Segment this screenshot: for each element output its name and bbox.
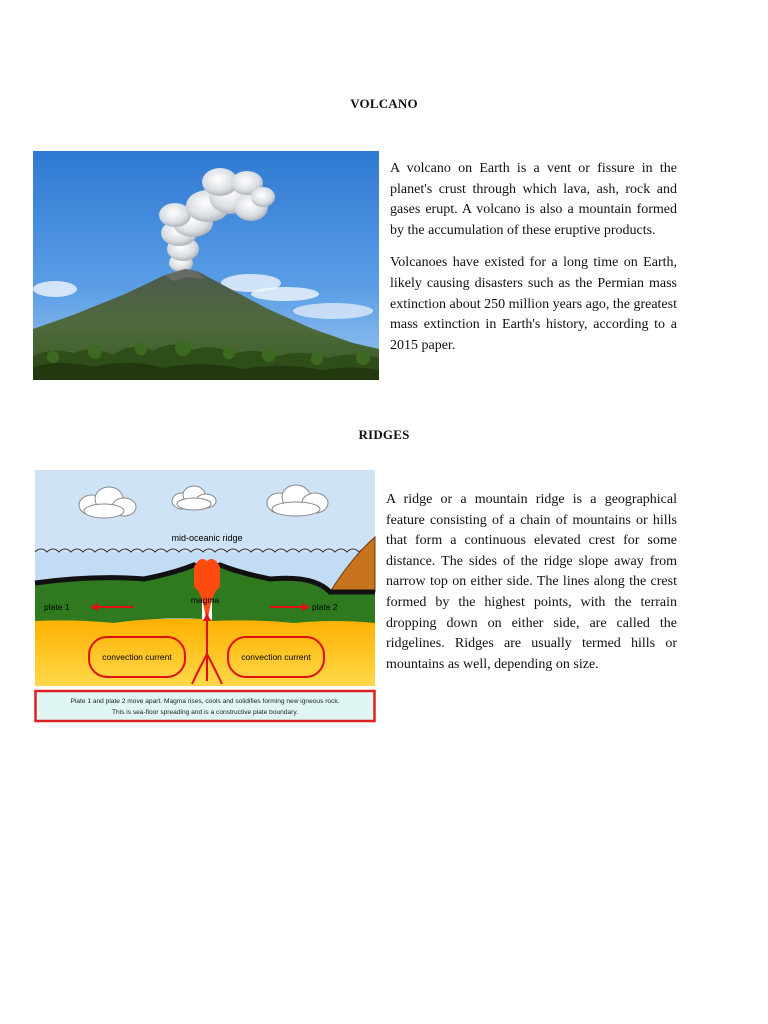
volcano-description — [390, 159, 677, 356]
convection-label-left: convection current — [102, 652, 172, 662]
ridges-description — [386, 490, 677, 675]
plate-2-label: plate 2 — [312, 602, 338, 612]
magma-label: magma — [190, 595, 220, 605]
caption-line-2: This is sea-floor spreading and is a constructive plate boundary. — [111, 709, 299, 716]
plate-1-label: plate 1 — [44, 602, 70, 612]
volcano-photo — [33, 151, 379, 380]
diagram-title: mid-oceanic ridge — [171, 533, 243, 543]
convection-label-right: convection current — [241, 652, 311, 662]
volcano-heading: VOLCANO — [350, 96, 418, 111]
mid-oceanic-ridge-diagram — [34, 469, 376, 723]
diagram-caption-box — [36, 691, 375, 721]
caption-line-1: Plate 1 and plate 2 move apart. Magma rises, cools and solidifies forming new igneous rock. — [70, 698, 340, 705]
ridges-heading: RIDGES — [358, 427, 410, 442]
volcano-paragraph-2: Volcanoes have existed for a long time on Earth, likely causing disasters such as the Permian mass extinction about 250 million years ago, the greatest mass extinction in Earth's history, according to a 2015 paper. — [390, 255, 677, 353]
ridges-paragraph: A ridge or a mountain ridge is a geographical feature consisting of a chain of mountains or hills that form a continuous elevated crest for some distance. The sides of the ridge slope away from narrow top on either side. The lines along the crest formed by the highest points, with the terrain dropping down on either side, are called the ridgelines. Ridges are usually termed hills or mountains as well, depending on size. — [386, 492, 677, 672]
volcano-paragraph-1: A volcano on Earth is a vent or fissure in the planet's crust through which lava, ash, rock and gases erupt. A volcano is also a mountain formed by the accumulation of these eruptive products. — [390, 161, 677, 238]
